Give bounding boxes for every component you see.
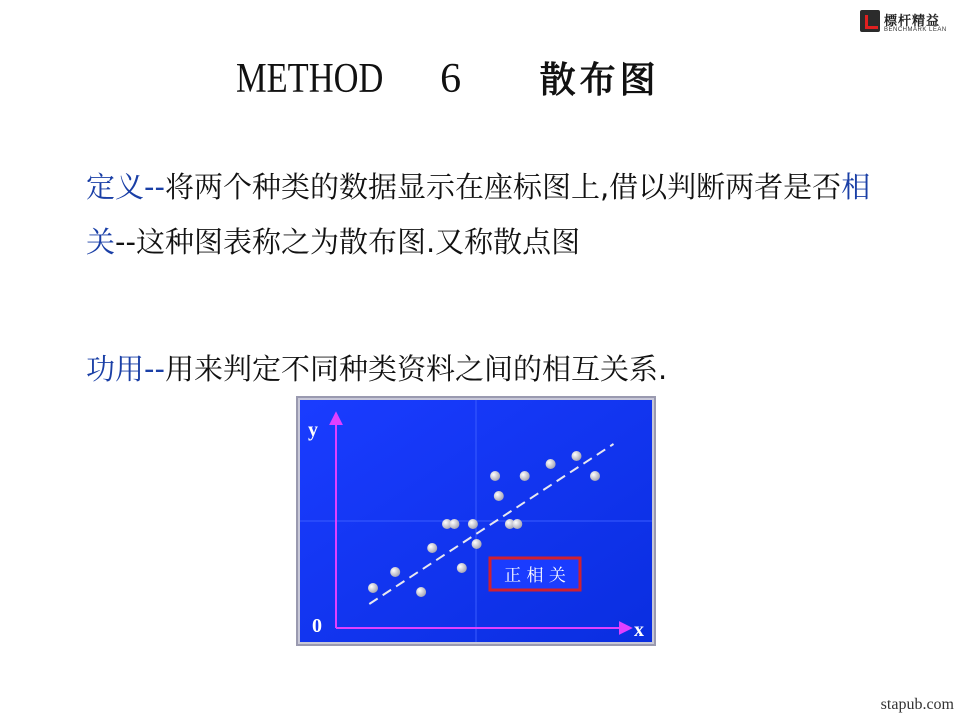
scatter-point bbox=[368, 583, 378, 593]
scatter-point bbox=[512, 519, 522, 529]
scatter-point bbox=[449, 519, 459, 529]
scatter-point bbox=[427, 543, 437, 553]
title-number: 6 bbox=[440, 56, 462, 102]
scatter-point bbox=[472, 539, 482, 549]
scatter-point bbox=[457, 563, 467, 573]
definition-text-1: 将两个种类的数据显示在座标图上,借以判断两者是否 bbox=[164, 170, 842, 204]
definition-text-2: 这种图表称之为散布图.又称散点图 bbox=[135, 225, 581, 259]
definition-dash-2: -- bbox=[115, 225, 136, 259]
definition-label: 定义 bbox=[86, 170, 145, 204]
scatter-point bbox=[572, 451, 582, 461]
function-label: 功用 bbox=[86, 352, 145, 386]
logo-subtitle: BENCHMARK LEAN bbox=[884, 27, 947, 33]
scatter-point bbox=[546, 459, 556, 469]
title-chinese: 散布图 bbox=[539, 59, 660, 101]
slide-title bbox=[236, 52, 660, 108]
y-axis-label: y bbox=[308, 419, 318, 441]
logo-name: 標杆精益 bbox=[884, 14, 941, 29]
watermark: stapub.com bbox=[880, 696, 954, 713]
scatter-point bbox=[520, 471, 530, 481]
brand-logo bbox=[860, 8, 952, 38]
annotation-label: 正 相 关 bbox=[504, 566, 566, 586]
scatter-chart-svg bbox=[300, 400, 652, 642]
title-method: METHOD bbox=[236, 56, 384, 102]
definition-highlight: 相关 bbox=[86, 170, 871, 259]
definition-paragraph bbox=[86, 160, 886, 270]
definition-dash: -- bbox=[144, 170, 165, 204]
function-text: 用来判定不同种类资料之间的相互关系. bbox=[164, 352, 668, 386]
origin-label: 0 bbox=[312, 615, 322, 637]
scatter-point bbox=[494, 491, 504, 501]
logo-icon bbox=[860, 10, 880, 32]
scatter-chart bbox=[296, 396, 658, 646]
scatter-point bbox=[490, 471, 500, 481]
scatter-point bbox=[416, 587, 426, 597]
scatter-point bbox=[468, 519, 478, 529]
function-dash: -- bbox=[144, 352, 165, 386]
x-axis-label: x bbox=[634, 619, 644, 641]
function-paragraph bbox=[86, 342, 886, 397]
scatter-point bbox=[390, 567, 400, 577]
scatter-point bbox=[590, 471, 600, 481]
